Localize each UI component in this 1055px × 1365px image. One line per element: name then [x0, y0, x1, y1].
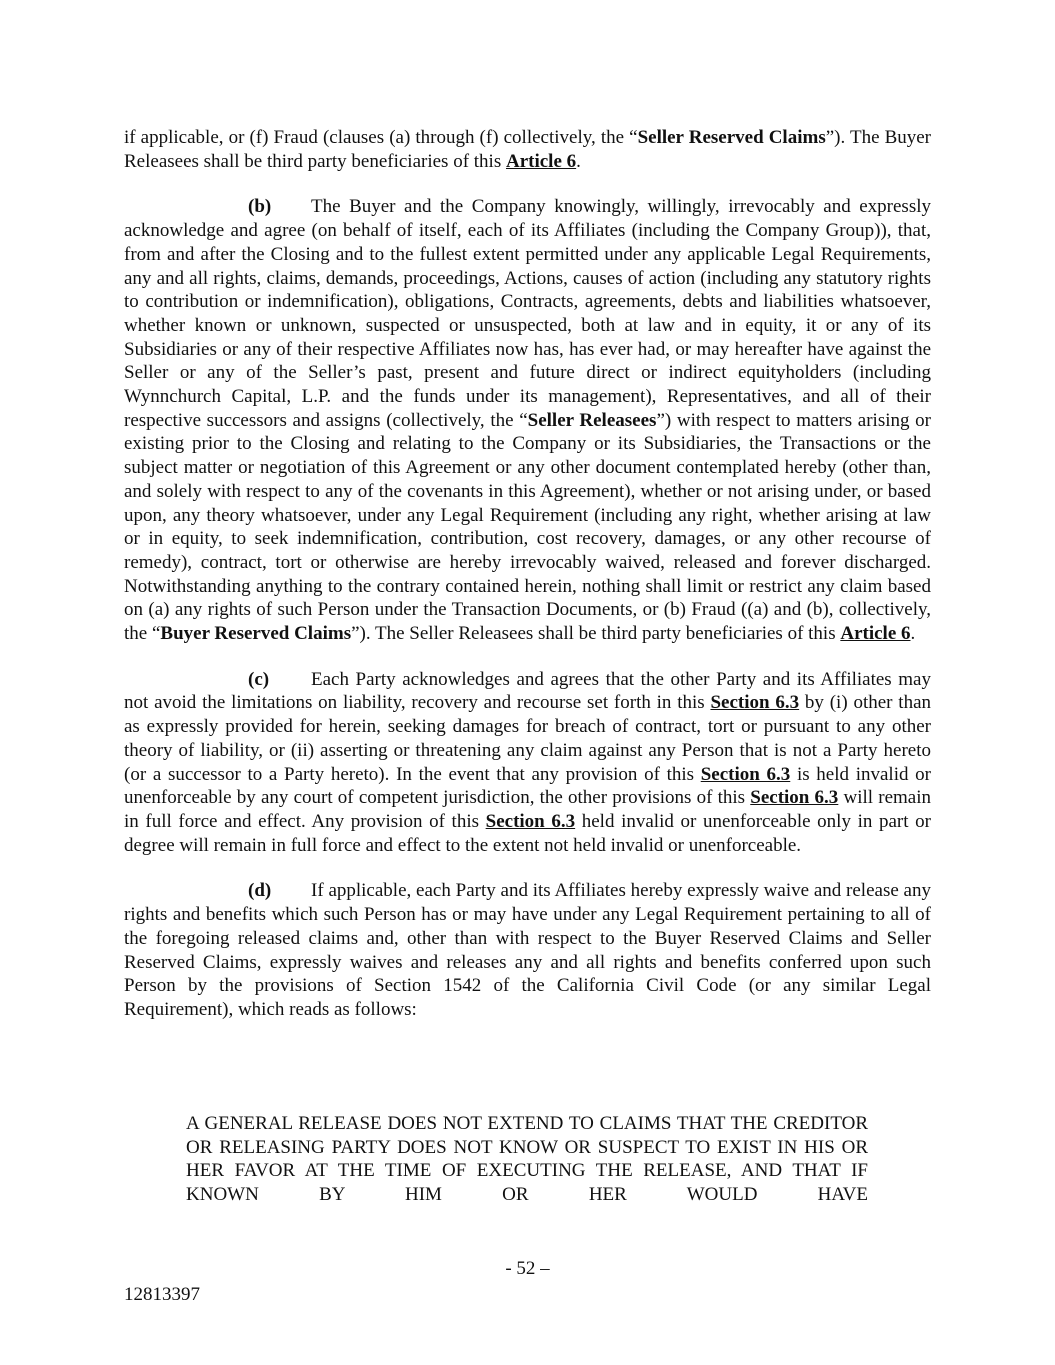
document-body [124, 126, 931, 1022]
paragraph-c-text-2: by (i) other than as expressly provided for herein, seeking damages for breach of contract, tort or pursuant to any other theory of liability, or (ii) asserting or threatening any claim against any Person that is not a Party hereto (or a successor to a Party hereto). In the event that any provision of this [124, 692, 931, 785]
paragraph-d-label: (d) [248, 880, 272, 902]
defined-term-buyer-reserved-claims: Buyer Reserved Claims [160, 623, 352, 645]
intro-text-1: if applicable, or (f) Fraud (clauses (a) through (f) collectively, the “ [124, 127, 638, 148]
section-6-3-reference: Section 6.3 [750, 787, 839, 809]
paragraph-c-text-5: held invalid or unenforceable only in part or degree will remain in full force and effect to the extent not held invalid or unenforceable. [124, 810, 931, 856]
defined-term-seller-releasees: Seller Releasees [527, 409, 657, 431]
section-6-3-reference: Section 6.3 [710, 692, 800, 714]
section-6-3-reference: Section 6.3 [485, 810, 576, 832]
article-6-reference: Article 6 [840, 623, 911, 645]
paragraph-c [124, 668, 931, 858]
paragraph-b [124, 195, 931, 645]
paragraph-d-text-1: If applicable, each Party and its Affiliates hereby expressly waive and release any rights and benefits which such Person has or may have under any Legal Requirement pertaining to all of the foregoing released claims and, other than with respect to the Buyer Reserved Claims and Seller Reserved Claims, expressly waives and releases any and all rights and benefits conferred upon such Person by the provisions of Section 1542 of the California Civil Code (or any similar Legal Requirement), which reads as follows: [124, 880, 931, 1020]
page-number: - 52 – [505, 1258, 550, 1279]
intro-text-3: . [576, 150, 581, 172]
paragraph-b-label: (b) [248, 196, 272, 218]
paragraph-c-text-4: will remain in full force and effect. Any provision of this [124, 787, 931, 832]
section-6-3-reference: Section 6.3 [700, 763, 791, 785]
paragraph-b-text-1: The Buyer and the Company knowingly, willingly, irrevocably and expressly acknowledge and agree (on behalf of itself, each of its Affiliates (including the Company Group)), that, from and after the Closing and to the fullest extent permitted under any applicable Legal Requirements, any and all rights, claims, demands, proceedings, Actions, causes of action (including any statutory rights to contribution or indemnification), obligations, Contracts, agreements, debts and liabilities whatsoever, whether known or unknown, suspected or unsuspected, both at law and in equity, it or any of its Subsidiaries or any of their respective Affiliates now has, has ever had, or may hereafter have against the Seller or any of the Seller’s past, present and future direct or indirect equityholders (including Wynnchurch Capital, L.P. and the funds under its management), Representatives, and all of their respective successors and assigns (collectively, the “ [124, 196, 931, 431]
intro-paragraph [124, 126, 931, 173]
paragraph-c-text-1: Each Party acknowledges and agrees that the other Party and its Affiliates may not avoid the limitations on liability, recovery and recourse set forth in this [124, 668, 931, 714]
paragraph-c-label: (c) [248, 668, 270, 690]
article-6-reference: Article 6 [505, 150, 577, 172]
paragraph-b-text-3: ”). The Seller Releasees shall be third party beneficiaries of this [351, 623, 841, 645]
paragraph-c-text-3: is held invalid or unenforceable by any court of competent jurisdiction, the other provisions of this [124, 763, 931, 809]
paragraph-b-text-2: ”) with respect to matters arising or existing prior to the Closing and relating to the Company or its Subsidiaries, the Transactions or the subject matter or negotiation of this Agreement or any other document contemplated hereby (other than, and solely with respect to any of the covenants in this Agreement), whether or not arising under, or based upon, any theory whatsoever, under any Legal Requirement (including any right, whether arising at law or in equity, to seek indemnification, contribution, cost recovery, damages, or any other recourse of remedy), contract, tort or otherwise are hereby irrevocably waived, released and forever discharged. Notwithstanding anything to the contrary contained herein, nothing shall limit or restrict any claim based on (a) any rights of such Person under the Transaction Documents, or (b) Fraud ((a) and (b), collectively, the “ [124, 409, 932, 645]
document-id: 12813397 [124, 1284, 200, 1305]
paragraph-d [124, 879, 931, 1021]
statute-quote-block: A GENERAL RELEASE DOES NOT EXTEND TO CLAIMS THAT THE CREDITOR OR RELEASING PARTY DOES NOT KNOW OR SUSPECT TO EXIST IN HIS OR HER FAVOR AT THE TIME OF EXECUTING THE RELEASE, AND THAT IF KNOWN BY HIM OR HER WOULD HAVE [186, 1113, 868, 1206]
paragraph-b-text-4: . [910, 623, 916, 645]
defined-term-seller-reserved-claims: Seller Reserved Claims [637, 127, 826, 148]
intro-text-2: ”). The Buyer Releasees shall be third party beneficiaries of this [124, 127, 932, 172]
